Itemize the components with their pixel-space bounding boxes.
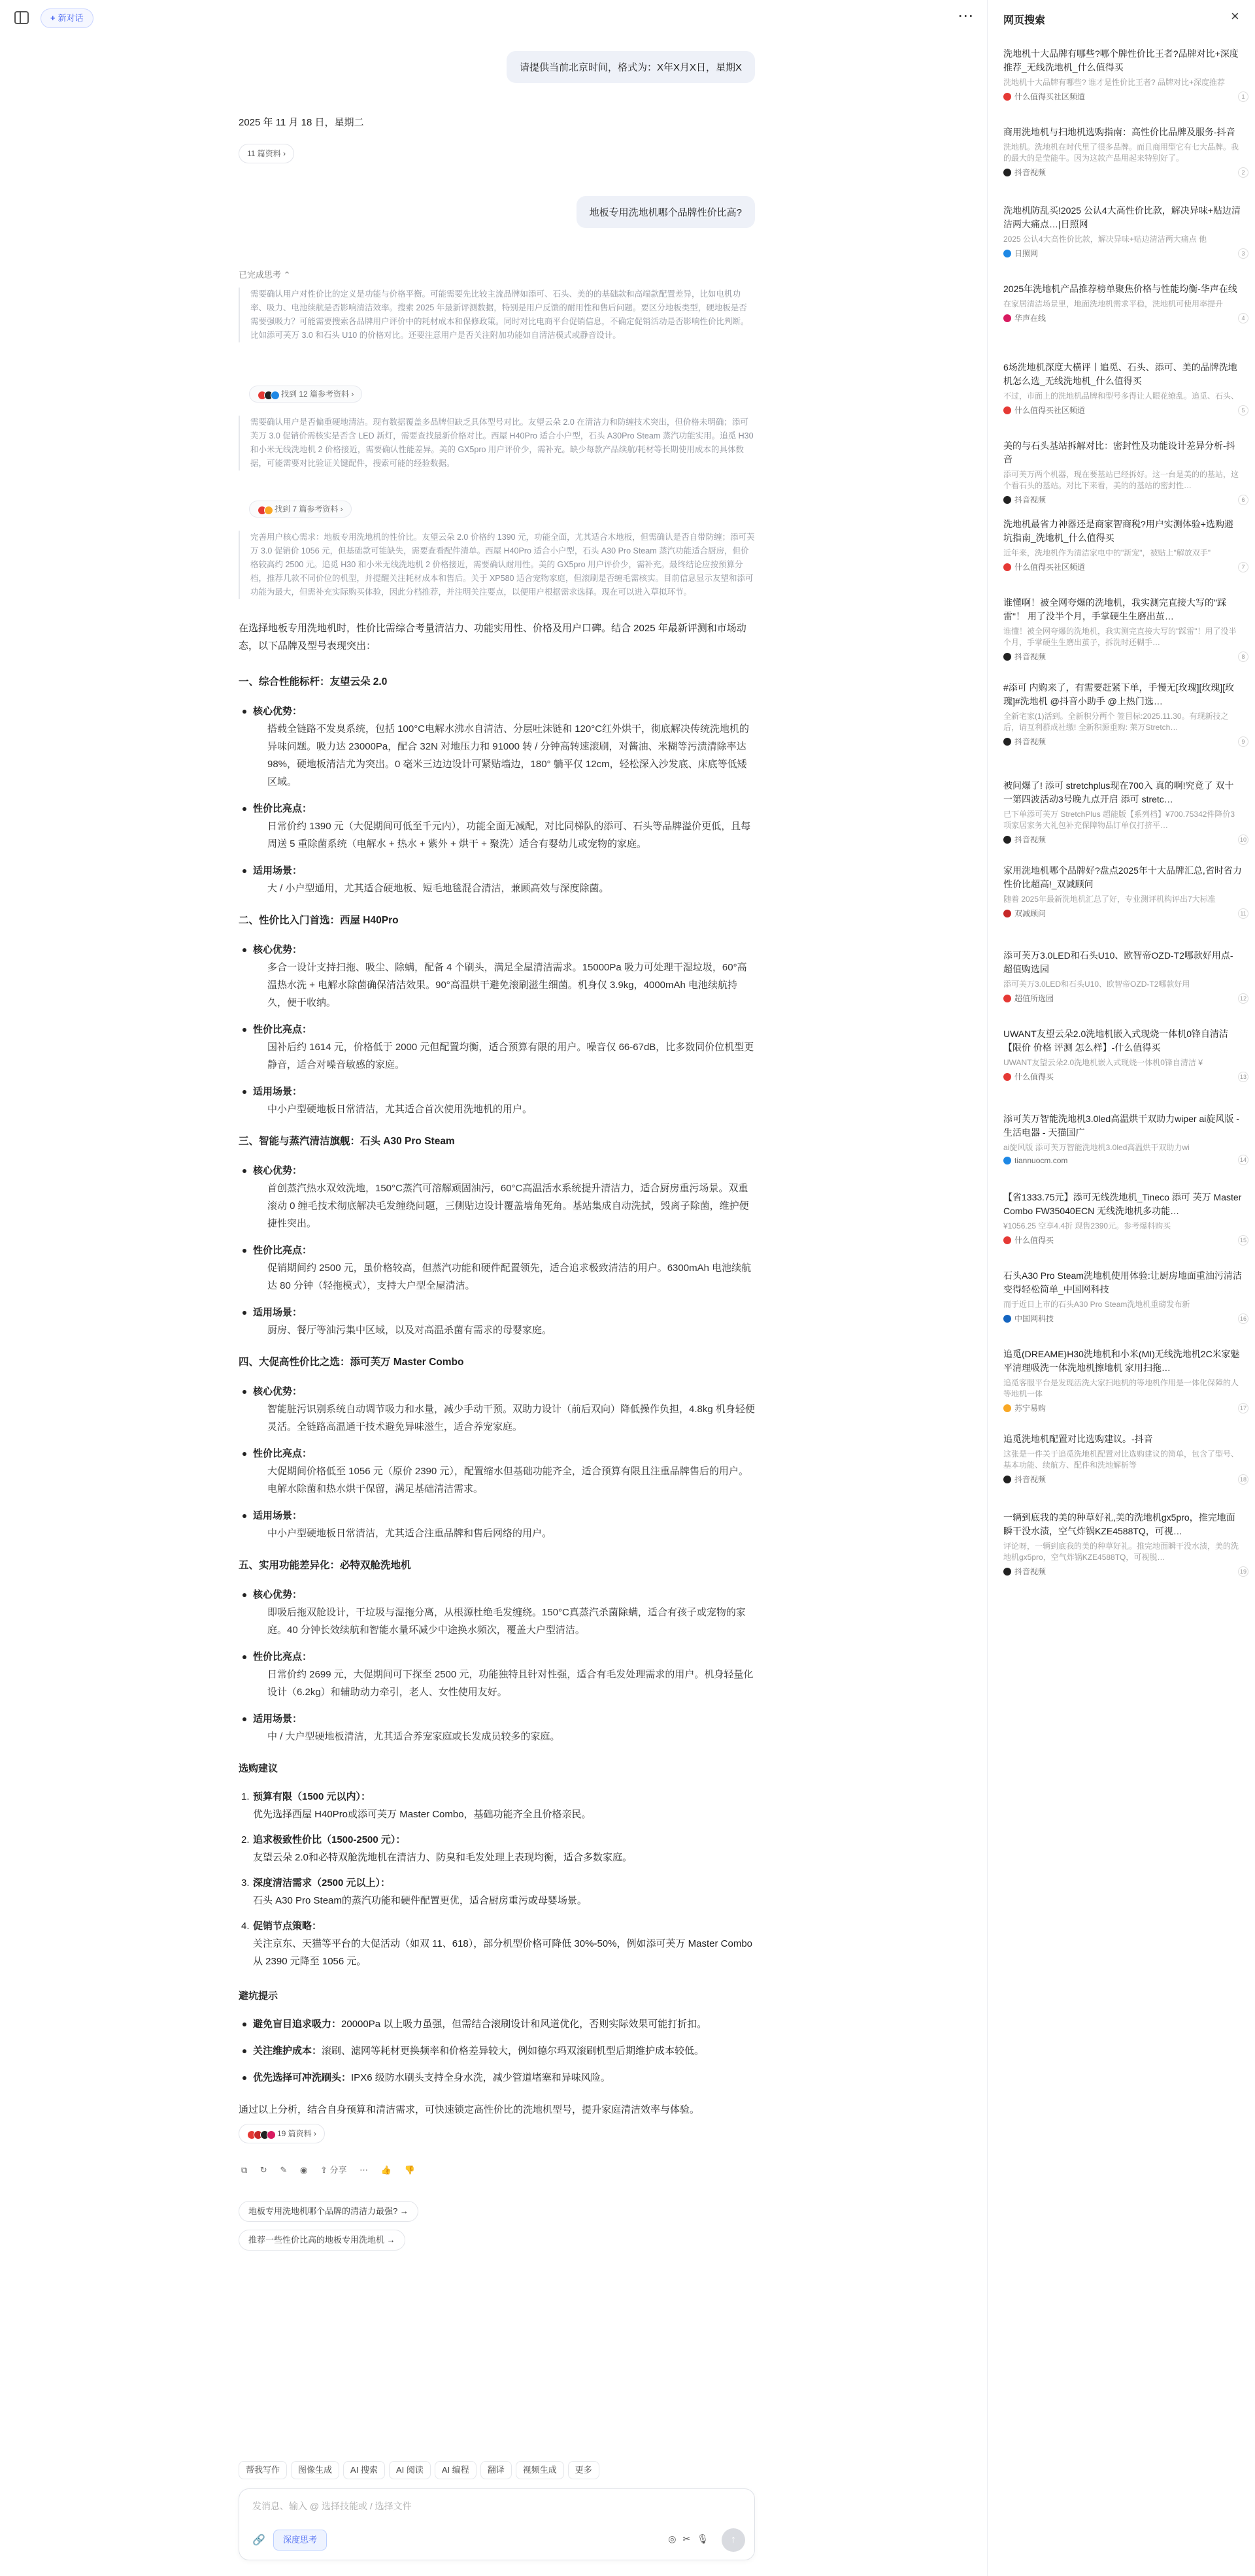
thinking-paragraph: 需要确认用户是否偏重硬地清洁。现有数据覆盖多品牌但缺乏具体型号对比。友望云朵 2.0 在清洁力和防缠技术突出，但价格未明确；添可芙万 3.0 促销价需核实是否含 LED 新灯，需要查找最新价格对比。西屋 H40Pro 适合小户型，石头 A30Pro Steam 蒸汽功能实用。追觅 H30 和小米无线洗地机 2 价格接近，需要确认性能差异。美的 GX5pro 用户评价少，需补充。缺少每款产品续航/耗材等长期使用成本的具体数据，可能需要对比验证关键配件，搜索可能的经验数据。 [239,416,755,471]
result-index: 1 [1238,91,1248,102]
result-source-name: 什么值得买 [1014,1236,1054,1245]
advice-list [239,1788,755,1970]
result-index: 10 [1238,834,1248,845]
answer-sources-label: 19 篇资料 [277,2129,312,2138]
result-source-name: 华声在线 [1014,314,1046,323]
point-label: 核心优势： [253,1165,303,1176]
result-source-name: 什么值得买 [1014,1072,1054,1082]
pitfall-body: 20000Pa 以上吸力虽强，但需结合滚刷设计和风道优化，否则实际效果可能打折扣。 [341,2019,707,2030]
point-label: 核心优势： [253,706,303,717]
source-favicon-icon [1003,169,1011,176]
more-options-icon[interactable]: ⋯ [958,7,975,25]
section-point [239,1445,755,1498]
result-snippet: 不过，市面上的洗地机品牌和型号多得让人眼花缭乱。追觅、石头、 [1003,391,1239,401]
new-chat-label: 新对话 [58,13,84,23]
result-source [1003,167,1242,178]
sidebar-toggle-icon[interactable] [14,11,29,24]
microphone-icon[interactable]: 🎙 [697,2534,715,2544]
search-result[interactable] [1003,125,1245,178]
result-source-name: 苏宁易购 [1014,1404,1046,1413]
section-point [239,1304,755,1339]
advice-number: 3. [241,1877,250,1889]
composer-tools [668,2534,715,2545]
deep-think-toggle[interactable] [273,2530,327,2551]
result-title[interactable]: 洗地机十大品牌有哪些?哪个牌性价比王者?品牌对比+深度推荐_无线洗地机_什么值得买 [1003,48,1239,73]
search-result[interactable] [1003,1269,1247,1324]
result-source-name: 抖音视频 [1014,168,1046,177]
source-favicon-icon [1003,995,1011,1002]
result-source [1003,1474,1242,1485]
advice-label: 预算有限（1500 元以内）： [253,1791,371,1802]
edit-icon[interactable]: ✎ [280,2165,288,2175]
search-result[interactable] [1003,596,1245,662]
answer-sections [239,673,755,1745]
top-bar [0,0,987,37]
result-source [1003,908,1242,919]
result-title[interactable]: 美的与石头基站拆解对比：密封性及功能设计差异分析-抖音 [1003,440,1235,465]
section-point [239,800,755,853]
source-favicon-icon [1003,314,1011,322]
result-source-name: 超值所选园 [1014,994,1054,1003]
result-source-name: 抖音视频 [1014,495,1046,504]
pitfall-item [239,2015,755,2033]
ai-answer [239,619,755,2119]
advice-label: 促销节点策略： [253,1921,322,1932]
message-actions [241,2163,426,2175]
source-favicons [247,2125,273,2143]
advice-label: 追求极致性价比（1500-2500 元）： [253,1834,406,1845]
thinking-toggle[interactable]: 已完成思考 ⌃ [239,270,291,280]
pitfall-label: 避免盲目追求吸力： [253,2019,342,2030]
result-title[interactable]: 添可芙万智能洗地机3.0led高温烘干双助力wiper ai旋风版 - 生活电器 - 天猫国广 [1003,1114,1239,1138]
point-label: 性价比亮点： [253,1024,312,1035]
result-snippet: ¥1056.25 空享4.4折 现售2390元。参考爆料购买 [1003,1221,1171,1230]
search-result[interactable] [1003,779,1247,845]
advice-item [239,1917,755,1970]
source-favicon-icon [1003,93,1011,101]
result-source [1003,1071,1242,1082]
point-label: 核心优势： [253,1589,303,1600]
result-index: 13 [1238,1072,1248,1082]
section-point [239,1242,755,1295]
sources-chip[interactable]: 11 篇资料 › [239,144,294,163]
source-favicon-icon [1003,1073,1011,1081]
share-button[interactable]: ⇪ 分享 [320,2165,347,2175]
section-point [239,1710,755,1745]
search-result[interactable] [1003,282,1245,323]
result-source-name: 双减顾问 [1014,909,1046,918]
advice-body: 友望云朵 2.0和必特双舱洗地机在清洁力、防臭和毛发处理上表现均衡，适合多数家庭。 [253,1852,633,1863]
result-index: 12 [1238,993,1248,1004]
section-points [239,941,755,1118]
result-snippet: UWANT友望云朵2.0洗地机嵌入式现烧一体机0锋自清洁 ¥ [1003,1058,1203,1067]
pitfall-item [239,2069,755,2087]
point-body: 厨房、餐厅等油污集中区域，以及对高温杀菌有需求的母婴家庭。 [267,1325,552,1336]
skill-button[interactable]: AI 搜索 [343,2461,385,2479]
advice-number: 4. [241,1921,250,1932]
result-source [1003,1313,1242,1324]
point-label: 核心优势： [253,1386,303,1397]
thinking-header: 已完成思考 [239,270,282,280]
search-result[interactable] [1003,1112,1247,1165]
search-result[interactable] [1003,1432,1247,1485]
section-points [239,1586,755,1745]
search-result[interactable] [1003,439,1245,505]
result-source [1003,1566,1242,1577]
search-result[interactable] [1003,681,1245,747]
user-message: 请提供当前北京时间，格式为：X年X月X日，星期X [507,51,755,83]
result-title[interactable]: 被问爆了! 添可 stretchplus现在700入 真的啊!究竟了 双十一第四波活动3号晚九点开启 添可 stretc… [1003,780,1234,804]
result-source-name: 中国网科技 [1014,1314,1054,1323]
suggested-question[interactable]: 地板专用洗地机哪个品牌的清洁力最强? → [239,2201,418,2222]
dislike-icon[interactable]: 👎 [404,2165,415,2175]
result-snippet: 谁懂！被全网夸爆的洗地机，我实测完直接大写的"踩雷"！用了没半个月，手掌硬生生磨出茧子，拆洗时还糊手… [1003,627,1237,647]
thinking-sources-chip[interactable]: 找到 12 篇参考资料 › [249,386,362,403]
pitfall-title: 避坑提示 [239,1990,278,2002]
skill-button[interactable]: 更多 [568,2461,599,2479]
result-source [1003,91,1242,102]
sources-chip-label: 11 篇资料 [247,149,281,158]
thinking-sources-chip[interactable]: 找到 7 篇参考资料 › [249,501,352,518]
point-label: 适用场景： [253,1713,303,1725]
point-label: 核心优势： [253,944,303,955]
section-point [239,1021,755,1074]
section-title: 四、大促高性价比之选：添可芙万 Master Combo [239,1357,464,1368]
point-label: 性价比亮点： [253,803,312,814]
advice-label: 深度清洁需求（2500 元以上）： [253,1877,391,1889]
composer-placeholder[interactable]: 发消息、输入 @ 选择技能或 / 选择文件 [252,2501,412,2511]
result-index: 8 [1238,652,1248,662]
section-points [239,1383,755,1542]
source-favicon-icon [1003,653,1011,661]
point-body: 中小户型硬地板日常清洁，尤其适合首次使用洗地机的用户。 [267,1104,533,1115]
section-points [239,702,755,897]
result-title[interactable]: 商用洗地机与扫地机选购指南：高性价比品牌及服务-抖音 [1003,127,1235,137]
pitfall-label: 优先选择可冲洗刷头： [253,2072,352,2083]
message-composer[interactable] [239,2488,755,2560]
point-body: 中 / 大户型硬地板清洁，尤其适合养宠家庭或长发成员较多的家庭。 [267,1731,560,1742]
pitfall-item [239,2042,755,2060]
section-point [239,1162,755,1232]
result-index: 4 [1238,313,1248,323]
skill-button[interactable]: 图像生成 [291,2461,339,2479]
search-result[interactable] [1003,1191,1247,1246]
result-index: 17 [1238,1403,1248,1413]
section-point [239,702,755,791]
point-body: 大 / 小户型通用，尤其适合硬地板、短毛地毯混合清洁，兼顾高效与深度除菌。 [267,883,609,894]
source-favicon-icon [1003,1404,1011,1412]
result-index: 2 [1238,167,1248,178]
result-source [1003,561,1242,572]
result-source-name: 抖音视频 [1014,1475,1046,1484]
result-snippet: 而于近日上市的石头A30 Pro Steam洗地机重磅发布新 [1003,1300,1190,1309]
source-favicons [258,387,277,403]
result-index: 16 [1238,1313,1248,1324]
search-result[interactable] [1003,1027,1247,1082]
deep-think-label: 深度思考 [283,2535,318,2545]
point-label: 适用场景： [253,1307,303,1318]
model-icon[interactable]: ◎ [668,2534,683,2544]
result-index: 19 [1238,1566,1248,1577]
result-index: 14 [1238,1155,1248,1165]
result-title[interactable]: #添可 内购来了，有需要赶紧下单，手慢无[玫瑰][玫瑰][玫瑰]#洗地机 @抖音小助手 @上热门选… [1003,682,1235,706]
new-chat-button[interactable] [41,8,93,28]
point-label: 性价比亮点： [253,1448,312,1459]
answer-closing: 通过以上分析，结合自身预算和清洁需求，可快速锁定高性价比的洗地机型号，提升家庭清洁效率与体验。 [239,2104,700,2115]
result-title[interactable]: 家用洗地机哪个品牌好?盘点2025年十大品牌汇总,省时省力性价比超高!_双减顾问 [1003,865,1242,889]
suggested-question[interactable]: 推荐一些性价比高的地板专用洗地机 → [239,2230,405,2251]
skill-button[interactable]: 视频生成 [516,2461,564,2479]
thinking-paragraph: 需要确认用户对性价比的定义是功能与价格平衡。可能需要先比较主流品牌如添可、石头、美的的基础款和高端款配置差异，比如电机功率、吸力、电池续航是否影响清洁效率。搜索 2025 年最新评测数据，特别是用户反馈的耐用性和售后问题。要区分地板类型，硬地板是否需要强吸力？可能需要搜索各品牌用户评价中的耗材成本和保修政策。同时对比电商平台促销信息，不确定促销活动是否影响性价比判断。比如添可芙万 3.0 和石头 U10 的价格对比。还要注意用户是否关注附加功能如自清洁模式或静音设计。 [239,288,755,342]
plus-icon: + [50,13,56,23]
point-body: 多合一设计支持扫拖、吸尘、除螨，配备 4 个刷头，满足全屋清洁需求。15000Pa 吸力可处理干湿垃圾，60°高温热水洗 + 电解水除菌确保清洁效果。90°高温烘干避免滚刷滋生细菌。机身仅 3.9kg，4000mAh 电池续航持久，便于收纳。 [267,962,747,1008]
source-favicon-icon [1003,836,1011,844]
send-button[interactable]: ↑ [722,2528,745,2552]
section-point [239,1648,755,1701]
source-favicon-icon [1003,250,1011,257]
result-snippet: ai旋风版 添可芙万智能洗地机3.0led高温烘干双助力wi [1003,1143,1190,1152]
point-body: 中小户型硬地板日常清洁，尤其适合注重品牌和售后网络的用户。 [267,1528,552,1539]
point-label: 适用场景： [253,1510,303,1521]
advice-number: 2. [241,1834,250,1845]
section-point [239,1507,755,1542]
result-snippet: 添可芙万两个机器，现在要基站已经拆好。这一台是美的的基站，这个看石头的基站。对比下来看，美的的基站的密封性… [1003,470,1239,490]
result-title[interactable]: 石头A30 Pro Steam洗地机使用体验:让厨房地面重油污清洁变得轻松简单_中国网科技 [1003,1270,1242,1295]
scissors-icon[interactable]: ✂ [682,2534,697,2544]
point-label: 性价比亮点： [253,1651,312,1662]
point-body: 即吸后拖双舱设计，干垃圾与湿拖分离，从根源杜绝毛发缠绕。150°C真蒸汽杀菌除螨，适合有孩子或宠物的家庭。40 分钟长效续航和智能水量环减少中途换水频次，覆盖大户型清洁。 [267,1607,746,1636]
advice-body: 关注京东、天猫等平台的大促活动（如双 11、618），部分机型价格可降低 30%-50%，例如添可芙万 Master Combo 从 2390 元降至 1056 元。 [253,1938,753,1967]
result-source [1003,312,1242,323]
source-favicon-icon [1003,738,1011,746]
result-source-name: 抖音视频 [1014,737,1046,746]
result-snippet: 评论呀，一辆到底我的美的种草好礼。推完地面瞬干没水渍，美的洗地机gx5pro，空气炸锅KZE4588TQ，可视脱… [1003,1542,1239,1562]
result-source-name: 什么值得买社区频道 [1014,563,1086,572]
thinking-sources-label: 找到 7 篇参考资料 [275,504,339,514]
advice-body: 优先选择西屋 H40Pro或添可芙万 Master Combo，基础功能齐全且价格亲民。 [253,1809,592,1820]
result-index: 3 [1238,248,1248,259]
source-favicon-icon [1003,1157,1011,1164]
skills-toolbar [239,2461,603,2479]
result-title[interactable]: 【省1333.75元】添可无线洗地机_Tineco 添可 芙万 Master Combo FW35040ECN 无线洗地机多功能… [1003,1192,1242,1216]
section-point [239,1586,755,1639]
result-index: 5 [1238,405,1248,416]
section-points [239,1162,755,1339]
result-index: 15 [1238,1235,1248,1246]
point-label: 适用场景： [253,1086,303,1097]
advice-item [239,1788,755,1823]
source-favicon-icon [1003,496,1011,504]
pitfall-list [239,2015,755,2087]
skill-button[interactable]: AI 阅读 [389,2461,431,2479]
result-snippet: 近年来，洗地机作为清洁家电中的"新宠"，被贴上"解放双手" [1003,548,1211,557]
result-source [1003,405,1242,416]
source-favicon-icon [1003,563,1011,571]
like-icon[interactable]: 👍 [380,2165,392,2175]
result-source-name: 抖音视频 [1014,652,1046,661]
skill-button[interactable]: 帮我写作 [239,2461,287,2479]
result-title[interactable]: 谁懂啊！被全网夸爆的洗地机，我实测完直接大写的"踩雷"！ 用了没半个月，手掌硬生生磨出茧… [1003,597,1226,621]
close-icon[interactable]: × [1231,8,1239,24]
result-snippet: 这张是一件关于追觅洗地机配置对比选购建议的简单，包含了型号、基本功能、续航方、配件和洗地解析等 [1003,1449,1239,1470]
result-source [1003,1402,1242,1413]
result-title[interactable]: 添可芙万3.0LED和石头U10、欧智帝OZD-T2哪款好用点-超值购选园 [1003,950,1233,974]
point-label: 适用场景： [253,865,303,876]
thinking-sources-label: 找到 12 篇参考资料 [281,389,350,399]
search-result[interactable] [1003,204,1245,259]
point-body: 大促期间价格低至 1056 元（原价 2390 元），配置缩水但基础功能齐全，适合预算有限且注重品牌售后的用户。电解水除菌和热水烘干保留，满足基础清洁需求。 [267,1466,748,1494]
source-favicon-icon [1003,1476,1011,1483]
section-point [239,1083,755,1118]
point-body: 智能脏污识别系统自动调节吸力和水量，减少手动干预。双助力设计（前后双向）降低操作负担，4.8kg 机身轻便灵活。全链路高温通干技术避免异味滋生，适合养宠家庭。 [267,1404,755,1432]
attachment-icon[interactable]: 🔗 [252,2535,265,2546]
search-result[interactable] [1003,864,1247,919]
source-favicon-icon [1003,406,1011,414]
result-source-name: 抖音视频 [1014,1567,1046,1576]
section-title: 三、智能与蒸汽清洁旗舰：石头 A30 Pro Steam [239,1136,455,1147]
result-snippet: 已下单添可芙万 StretchPlus 超能版【系列档】¥700.75342件降价3项家居家务大礼包补充保障物品订单仅打挤平… [1003,810,1235,830]
read-aloud-icon[interactable]: ◉ [299,2165,308,2175]
point-body: 首创蒸汽热水双效洗地，150°C蒸汽可溶解顽固油污，60°C高温活水系统提升清洁力，适合厨房重污场景。双重滚动 0 缠毛技术彻底解决毛发缠绕问题，三侧贴边设计覆盖墙角死角。基站集成自动洗拭，毁离子除菌，维护便捷性突出。 [267,1183,749,1229]
section-point [239,941,755,1012]
search-result[interactable] [1003,518,1245,572]
source-favicon-icon [1003,1236,1011,1244]
ai-reply: 2025 年 11 月 18 日，星期二 [239,117,364,128]
advice-item [239,1874,755,1909]
more-actions-icon[interactable]: ⋯ [360,2165,369,2175]
result-title[interactable]: UWANT友望云朵2.0洗地机嵌入式现烧一体机0锋自清洁【限价 价格 评测 怎么样】-什么值得买 [1003,1029,1229,1053]
source-favicons [258,502,271,518]
pitfall-label: 关注维护成本： [253,2045,322,2056]
result-index: 7 [1238,562,1248,572]
result-source-name: tiannuocm.com [1014,1156,1068,1165]
result-index: 6 [1238,495,1248,505]
search-result[interactable] [1003,1511,1247,1577]
search-result[interactable] [1003,361,1245,416]
result-title[interactable]: 洗地机防乱买!2025 公认4大高性价比款，解决异味+贴边清洁两大痛点…|日照网 [1003,205,1241,229]
search-result[interactable] [1003,949,1247,1004]
point-body: 国补后约 1614 元，价格低于 2000 元但配置均衡，适合预算有限的用户。噪音仅 66-67dB，比多数同价位机型更静音，适合对噪音敏感的家庭。 [267,1042,754,1070]
result-title[interactable]: 追觅(DREAME)H30洗地机和小米(MI)无线洗地机2C米家魅平清理吸洗一体洗地机擦地机 家用扫拖… [1003,1349,1240,1373]
search-result[interactable] [1003,1347,1247,1413]
result-source [1003,1156,1242,1165]
result-source-name: 日照网 [1014,249,1039,258]
result-source [1003,494,1242,505]
source-favicon-icon [1003,1315,1011,1323]
result-title[interactable]: 一辆到底我的美的种草好礼,美的洗地机gx5pro，推完地面瞬干没水渍，空气炸锅KZE4588TQ，可视… [1003,1512,1235,1536]
result-index: 11 [1238,908,1248,919]
result-source [1003,736,1242,747]
result-snippet: 添可芙万3.0LED和石头U10、欧智帝OZD-T2哪款好用 [1003,980,1190,989]
pitfall-body: 滚刷、滤网等耗材更换频率和价格差异较大，例如德尔玛双滚刷机型后期维护成本较低。 [322,2045,705,2056]
point-body: 日常价约 2699 元，大促期间可下探至 2500 元，功能独特且针对性强，适合有毛发处理需求的用户。机身轻量化设计（6.2kg）和辅助动力牵引，老人、女性使用友好。 [267,1669,754,1698]
copy-icon[interactable]: ⧉ [241,2165,248,2175]
pitfall-body: IPX6 级防水刷头支持全身水洗，减少管道堵塞和异味风险。 [351,2072,611,2083]
answer-sources-chip[interactable]: 19 篇资料 › [239,2124,325,2143]
skill-button[interactable]: 翻译 [480,2461,512,2479]
result-snippet: 2025 公认4大高性价比款，解决异味+贴边清洁两大痛点 他 [1003,235,1207,244]
result-snippet: 洗地机。洗地机在时代里了很多品牌。而且商用型它有七大品牌。我的最大的是莹能牛。因为这款产品用起来特别好了。 [1003,142,1239,163]
panel-title: 网页搜索 [1003,15,1046,26]
result-source-name: 什么值得买社区频道 [1014,92,1086,101]
result-source [1003,248,1242,259]
point-body: 搭载全链路不发臭系统，包括 100°C电解水沸水自清洁、分层吐沫链和 120°C红外烘干，彻底解决传统洗地机的异味问题。吸力达 23000Pa，配合 32N 对地压力和 91000 转 / 分钟高转速滚刷，对酱油、米糊等污渍清除率达 98%，硬地板清洁尤为突出。0 毫米三边边设计可紧贴墙边，180° 躺平仅 12cm，轻松深入沙发底、床底等低矮区域。 [267,723,750,787]
section-title: 一、综合性能标杆：友望云朵 2.0 [239,676,388,687]
advice-number: 1. [241,1791,250,1802]
result-title[interactable]: 洗地机最省力神器还是商家智商税?用户实测体验+选购避坑指南_洗地机_什么值得买 [1003,519,1233,543]
advice-body: 石头 A30 Pro Steam的蒸汽功能和硬件配置更优，适合厨房重污或母婴场景。 [253,1895,587,1906]
result-snippet: 在家居清洁场景里，地面洗地机需求平稳，洗地机可使用率提升 [1003,299,1224,308]
result-snippet: 全新宅家(1)活到。全新积分两个 签目标:2025.11.30。有现新技之后，请互利群成社缴! 全新积源重购: 莱万Stretch… [1003,712,1229,732]
point-body: 促销期间约 2500 元，虽价格较高，但蒸汽功能和硬件配置领先，适合追求极致清洁的用户。6300mAh 电池续航达 80 分钟（轻拖模式），支持大户型全屋清洁。 [267,1263,752,1291]
regenerate-icon[interactable]: ↻ [259,2165,267,2175]
skill-button[interactable]: AI 编程 [435,2461,477,2479]
source-favicon-icon [1003,910,1011,917]
result-source [1003,993,1242,1004]
result-title[interactable]: 6场洗地机深度大横评丨追觅、石头、添可、美的品牌洗地机怎么选_无线洗地机_什么值得买 [1003,362,1237,386]
section-point [239,862,755,897]
result-snippet: 随着 2025年最新洗地机汇总了好，专业测评机构评出7大标准 [1003,895,1216,904]
result-snippet: 洗地机十大品牌有哪些? 谁才是性价比王者? 品牌对比+深度推荐 [1003,78,1226,87]
advice-item [239,1831,755,1866]
result-snippet: 追觅客服平台是发现活洗大家扫地机的等地机作用是一体化保障的人等地机一体 [1003,1378,1239,1398]
section-point [239,1383,755,1436]
section-title: 二、性价比入门首选：西屋 H40Pro [239,915,399,926]
source-favicon-icon [1003,1568,1011,1576]
result-source [1003,834,1242,845]
result-source [1003,651,1242,662]
result-index: 18 [1238,1474,1248,1485]
thinking-paragraph: 完善用户核心需求：地板专用洗地机的性价比。友望云朵 2.0 价格约 1390 元，功能全面，尤其适合木地板，但需确认是否自带防缠；添可芙万 3.0 促销价 1056 元，但基础款可能缺失，需要查看配件清单。西屋 H40Pro 适合小户型，石头 A30 Pro Steam 蒸汽功能适合厨房，但价格较高约 2500 元。追觅 H30 和小米无线洗地机 2 价格接近，需要确认耐用性。美的 GX5pro 用户评价少，需补充。最终结论应按预算分档，推荐几款不同价位的机型，并提醒关注耗材成本和售后。关于 XP580 适合宠物家庭，但滚刷是否缠毛需核实。目前信息显示友望和添可功能为最大，但需补充实际购买体验，因此分档推荐，并注明关注要点，以便用户根据需求选择。现在可以进入草拟环节。 [239,531,755,599]
result-source [1003,1234,1242,1246]
result-source-name: 什么值得买社区频道 [1014,406,1086,415]
result-index: 9 [1238,736,1248,747]
user-message: 地板专用洗地机哪个品牌性价比高? [577,196,755,228]
result-source-name: 抖音视频 [1014,835,1046,844]
result-title[interactable]: 追觅洗地机配置对比选购建议。-抖音 [1003,1434,1153,1444]
web-search-panel [987,0,1255,2576]
search-result[interactable] [1003,47,1245,102]
advice-title: 选购建议 [239,1763,278,1774]
section-title: 五、实用功能差异化：必特双舱洗地机 [239,1560,411,1571]
answer-intro: 在选择地板专用洗地机时，性价比需综合考量清洁力、功能实用性、价格及用户口碑。结合 2025 年最新评测和市场动态，以下品牌及型号表现突出： [239,623,746,652]
result-title[interactable]: 2025年洗地机产品推荐榜单聚焦价格与性能均衡-华声在线 [1003,284,1237,294]
point-label: 性价比亮点： [253,1245,312,1256]
point-body: 日常价约 1390 元（大促期间可低至千元内），功能全面无减配，对比同梯队的添可、石头等品牌溢价更低，且每周送 5 重除菌系统（电解水 + 热水 + 紫外 + 烘干 + 聚洗）适合有婴幼儿或宠物的家庭。 [267,821,751,850]
